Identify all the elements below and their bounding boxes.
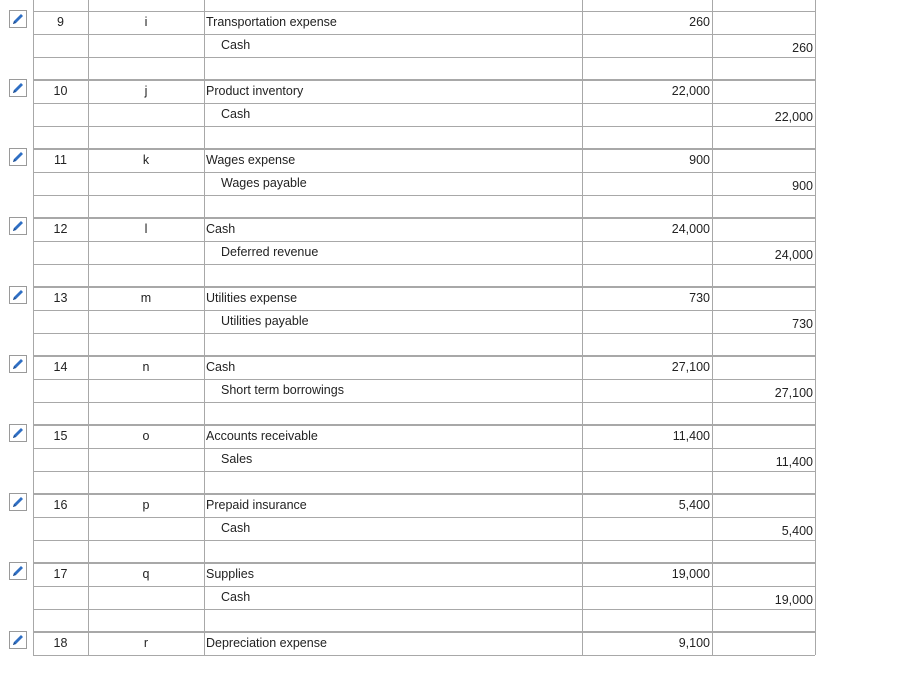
grid-line	[33, 287, 815, 288]
debit-account-name[interactable]: Product inventory	[206, 84, 304, 98]
event-letter: i	[144, 15, 148, 29]
transaction-number: 10	[53, 84, 68, 98]
grid-line	[33, 218, 815, 219]
pencil-icon	[11, 426, 25, 440]
transaction-number: 9	[57, 15, 64, 29]
debit-amount[interactable]: 22,000	[671, 84, 710, 98]
grid-line	[33, 333, 815, 334]
debit-amount[interactable]: 19,000	[671, 567, 710, 581]
event-letter: p	[142, 498, 150, 512]
grid-divider	[204, 421, 205, 490]
grid-line	[33, 632, 815, 633]
journal-entry-row	[0, 352, 898, 421]
pencil-icon	[11, 219, 25, 233]
grid-line	[33, 402, 815, 403]
journal-entry-row	[0, 214, 898, 283]
grid-divider	[815, 145, 816, 214]
pencil-icon	[11, 357, 25, 371]
credit-account-name[interactable]: Deferred revenue	[221, 245, 319, 259]
credit-account-name[interactable]: Cash	[221, 107, 251, 121]
grid-divider	[204, 76, 205, 145]
journal-entry-row	[0, 421, 898, 490]
credit-amount[interactable]: 27,100	[774, 386, 813, 400]
debit-account-name[interactable]: Depreciation expense	[206, 636, 327, 650]
event-letter: o	[142, 429, 150, 443]
grid-divider	[815, 352, 816, 421]
grid-line	[33, 126, 815, 127]
journal-entry-row	[0, 628, 898, 697]
grid-divider	[204, 0, 205, 76]
pencil-icon	[11, 12, 25, 26]
debit-amount[interactable]: 5,400	[678, 498, 710, 512]
grid-divider	[204, 145, 205, 214]
transaction-number: 15	[53, 429, 68, 443]
debit-amount[interactable]: 900	[689, 153, 710, 167]
debit-account-name[interactable]: Supplies	[206, 567, 254, 581]
pencil-icon	[11, 150, 25, 164]
grid-line	[33, 517, 815, 518]
grid-divider	[204, 490, 205, 559]
credit-amount[interactable]: 24,000	[774, 248, 813, 262]
transaction-number: 17	[53, 567, 68, 581]
edit-entry-button[interactable]	[9, 286, 27, 304]
pencil-icon	[11, 81, 25, 95]
credit-account-name[interactable]: Sales	[221, 452, 253, 466]
grid-line	[33, 540, 815, 541]
debit-amount[interactable]: 9,100	[678, 636, 710, 650]
journal-entry-row	[0, 145, 898, 214]
grid-line	[33, 655, 815, 656]
credit-account-name[interactable]: Utilities payable	[221, 314, 309, 328]
grid-divider	[712, 0, 713, 76]
edit-entry-button[interactable]	[9, 79, 27, 97]
debit-amount[interactable]: 11,400	[672, 429, 710, 443]
credit-amount[interactable]: 22,000	[774, 110, 813, 124]
grid-divider	[815, 214, 816, 283]
grid-line	[33, 103, 815, 104]
grid-line	[33, 448, 815, 449]
grid-divider	[204, 283, 205, 352]
debit-account-name[interactable]: Accounts receivable	[206, 429, 318, 443]
grid-divider	[582, 0, 583, 76]
debit-amount[interactable]: 24,000	[671, 222, 710, 236]
grid-line	[33, 425, 815, 426]
credit-account-name[interactable]: Cash	[221, 521, 251, 535]
grid-line	[33, 471, 815, 472]
edit-entry-button[interactable]	[9, 562, 27, 580]
grid-line	[33, 34, 815, 35]
journal-entry-row	[0, 7, 898, 76]
grid-line	[33, 494, 815, 495]
credit-account-name[interactable]: Cash	[221, 590, 251, 604]
pencil-icon	[11, 288, 25, 302]
transaction-number: 16	[53, 498, 68, 512]
grid-divider	[815, 628, 816, 655]
edit-entry-button[interactable]	[9, 424, 27, 442]
grid-divider	[815, 283, 816, 352]
journal-entry-row	[0, 559, 898, 628]
grid-divider	[815, 559, 816, 628]
credit-amount[interactable]: 19,000	[774, 593, 813, 607]
grid-line	[33, 264, 815, 265]
grid-divider	[88, 0, 89, 76]
grid-divider	[204, 559, 205, 628]
grid-divider	[815, 490, 816, 559]
edit-entry-button[interactable]	[9, 217, 27, 235]
debit-account-name[interactable]: Cash	[206, 222, 236, 236]
event-letter: m	[140, 291, 152, 305]
grid-divider	[815, 421, 816, 490]
edit-entry-button[interactable]	[9, 10, 27, 28]
transaction-number: 18	[53, 636, 68, 650]
credit-amount[interactable]: 900	[792, 179, 813, 193]
event-letter: r	[143, 636, 149, 650]
journal-entry-row	[0, 490, 898, 559]
transaction-number: 11	[54, 153, 67, 167]
debit-account-name[interactable]: Wages expense	[206, 153, 296, 167]
credit-account-name[interactable]: Wages payable	[221, 176, 307, 190]
edit-entry-button[interactable]	[9, 148, 27, 166]
credit-amount[interactable]: 730	[792, 317, 813, 331]
event-letter: k	[142, 153, 150, 167]
journal-entry-row	[0, 76, 898, 145]
grid-divider	[815, 76, 816, 145]
grid-line	[33, 80, 815, 81]
grid-line	[33, 11, 815, 12]
pencil-icon	[11, 495, 25, 509]
grid-line	[33, 241, 815, 242]
debit-account-name[interactable]: Utilities expense	[206, 291, 298, 305]
debit-account-name[interactable]: Prepaid insurance	[206, 498, 307, 512]
grid-line	[33, 379, 815, 380]
grid-divider	[204, 628, 205, 655]
grid-divider	[204, 214, 205, 283]
transaction-number: 14	[53, 360, 68, 374]
grid-line	[33, 563, 815, 564]
grid-line	[33, 195, 815, 196]
grid-line	[33, 149, 815, 150]
transaction-number: 13	[53, 291, 68, 305]
event-letter: q	[142, 567, 150, 581]
pencil-icon	[11, 564, 25, 578]
grid-divider	[33, 0, 34, 76]
credit-amount[interactable]: 5,400	[781, 524, 813, 538]
pencil-icon	[11, 633, 25, 647]
grid-line	[33, 356, 815, 357]
edit-entry-button[interactable]	[9, 631, 27, 649]
transaction-number: 12	[53, 222, 68, 236]
credit-amount[interactable]: 260	[792, 41, 813, 55]
debit-account-name[interactable]: Transportation expense	[206, 15, 337, 29]
edit-entry-button[interactable]	[9, 493, 27, 511]
debit-amount[interactable]: 260	[689, 15, 710, 29]
credit-account-name[interactable]: Short term borrowings	[221, 383, 344, 397]
event-letter: n	[142, 360, 150, 374]
debit-account-name[interactable]: Cash	[206, 360, 236, 374]
debit-amount[interactable]: 27,100	[671, 360, 710, 374]
event-letter: j	[144, 84, 148, 98]
edit-entry-button[interactable]	[9, 355, 27, 373]
debit-amount[interactable]: 730	[689, 291, 710, 305]
grid-line	[33, 57, 815, 58]
journal-entry-row	[0, 283, 898, 352]
grid-line	[33, 609, 815, 610]
grid-line	[33, 586, 815, 587]
grid-divider	[815, 0, 816, 76]
credit-account-name[interactable]: Cash	[221, 38, 251, 52]
grid-divider	[204, 352, 205, 421]
credit-amount[interactable]: 11,400	[775, 455, 813, 469]
grid-divider	[712, 628, 713, 655]
event-letter: l	[144, 222, 148, 236]
grid-line	[33, 172, 815, 173]
grid-line	[33, 310, 815, 311]
